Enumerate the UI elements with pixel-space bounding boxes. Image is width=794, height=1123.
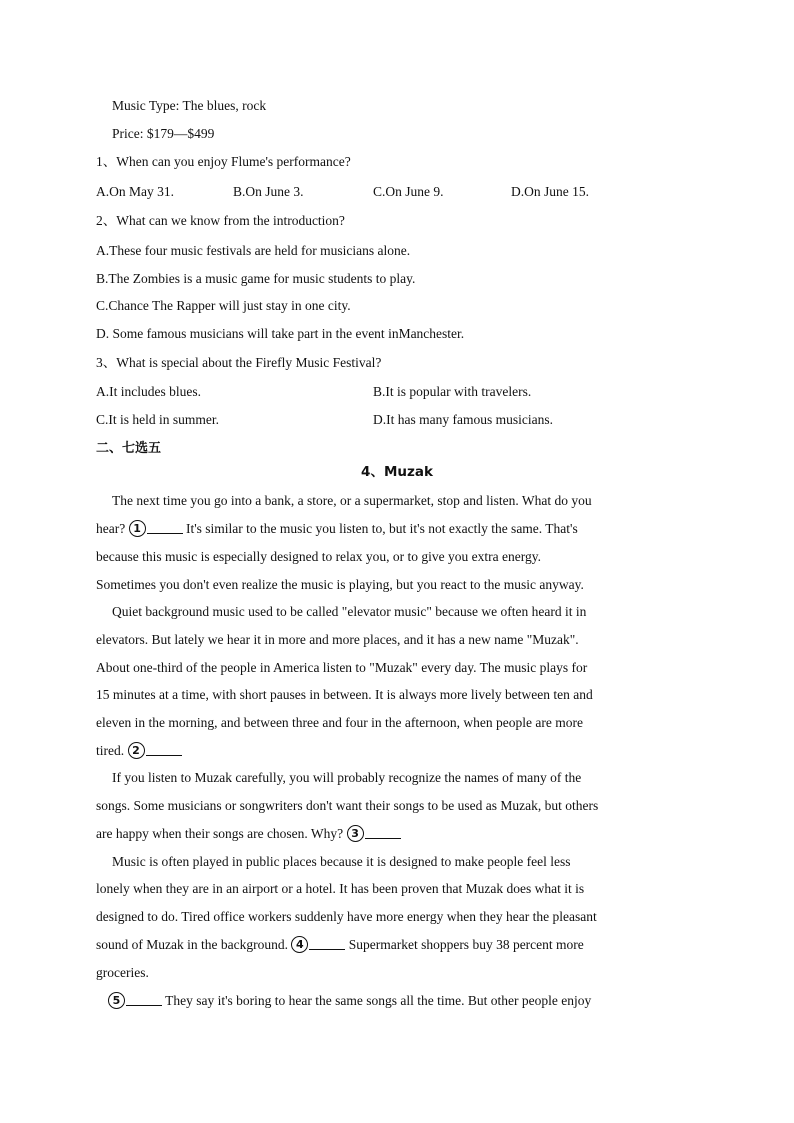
passage-line: If you listen to Muzak carefully, you will probably recognize the names of many of the [112, 770, 582, 785]
passage-line: elevators. But lately we hear it in more and more places, and it has a new name "Muzak". [96, 632, 579, 647]
q2-option-c: C.Chance The Rapper will just stay in one city. [96, 298, 351, 313]
q3-option-a: A.It includes blues. [96, 384, 201, 399]
music-type-line: Music Type: The blues, rock [112, 98, 267, 113]
answer-blank-3[interactable] [365, 826, 401, 839]
q3-option-d: D.It has many famous musicians. [373, 412, 553, 427]
q2-option-b: B.The Zombies is a music game for music students to play. [96, 271, 416, 286]
question-2: 2、What can we know from the introduction? [96, 213, 345, 228]
passage-text: They say it's boring to hear the same songs all the time. But other people enjoy [165, 993, 592, 1008]
q1-option-c: C.On June 9. [373, 184, 444, 199]
blank-marker-4: 4 [291, 936, 308, 953]
blank-marker-1: 1 [129, 520, 146, 537]
passage-line [96, 742, 182, 760]
passage-text: hear? [96, 521, 126, 536]
passage-line [96, 825, 401, 843]
q1-option-b: B.On June 3. [233, 184, 304, 199]
answer-blank-2[interactable] [146, 743, 182, 756]
passage-line: Sometimes you don't even realize the music is playing, but you react to the music anyway. [96, 577, 584, 592]
passage-line: lonely when they are in an airport or a hotel. It has been proven that Muzak does what it is [96, 881, 585, 896]
blank-marker-5: 5 [108, 992, 125, 1009]
passage-text: tired. [96, 743, 125, 758]
passage-line: eleven in the morning, and between three and four in the afternoon, when people are more [96, 715, 583, 730]
q1-option-a: A.On May 31. [96, 184, 174, 199]
answer-blank-1[interactable] [147, 521, 183, 534]
question-1: 1、When can you enjoy Flume's performance? [96, 154, 351, 169]
q2-option-d: D. Some famous musicians will take part in the event inManchester. [96, 326, 465, 341]
q1-option-d: D.On June 15. [511, 184, 589, 199]
passage-line [96, 520, 578, 538]
passage-line: The next time you go into a bank, a store, or a supermarket, stop and listen. What do you [112, 493, 592, 508]
passage-title: 4、Muzak [361, 464, 433, 480]
passage-line: designed to do. Tired office workers suddenly have more energy when they hear the pleasant [96, 909, 597, 924]
passage-line: 15 minutes at a time, with short pauses in between. It is always more lively between ten and [96, 687, 593, 702]
q3-option-c: C.It is held in summer. [96, 412, 219, 427]
blank-marker-2: 2 [128, 742, 145, 759]
answer-blank-4[interactable] [309, 937, 345, 950]
passage-line: songs. Some musicians or songwriters don't want their songs to be used as Muzak, but others [96, 798, 599, 813]
passage-text: are happy when their songs are chosen. Why? [96, 826, 344, 841]
passage-line: Quiet background music used to be called "elevator music" because we often heard it in [112, 604, 587, 619]
passage-line: Music is often played in public places because it is designed to make people feel less [112, 854, 571, 869]
passage-text: Supermarket shoppers buy 38 percent more [348, 937, 584, 952]
passage-text: It's similar to the music you listen to, but it's not exactly the same. That's [185, 521, 578, 536]
q2-option-a: A.These four music festivals are held for musicians alone. [96, 243, 411, 258]
section-heading: 二、七选五 [96, 441, 162, 456]
blank-marker-3: 3 [347, 825, 364, 842]
answer-blank-5[interactable] [126, 993, 162, 1006]
price-line: Price: $179—$499 [112, 126, 215, 141]
passage-line [108, 992, 591, 1010]
passage-line: groceries. [96, 965, 149, 980]
passage-line: About one-third of the people in America listen to "Muzak" every day. The music plays for [96, 660, 588, 675]
passage-line: because this music is especially designed to relax you, or to give you extra energy. [96, 549, 541, 564]
question-3: 3、What is special about the Firefly Music Festival? [96, 355, 382, 370]
passage-text: sound of Muzak in the background. [96, 937, 288, 952]
q3-option-b: B.It is popular with travelers. [373, 384, 532, 399]
passage-line [96, 936, 584, 954]
